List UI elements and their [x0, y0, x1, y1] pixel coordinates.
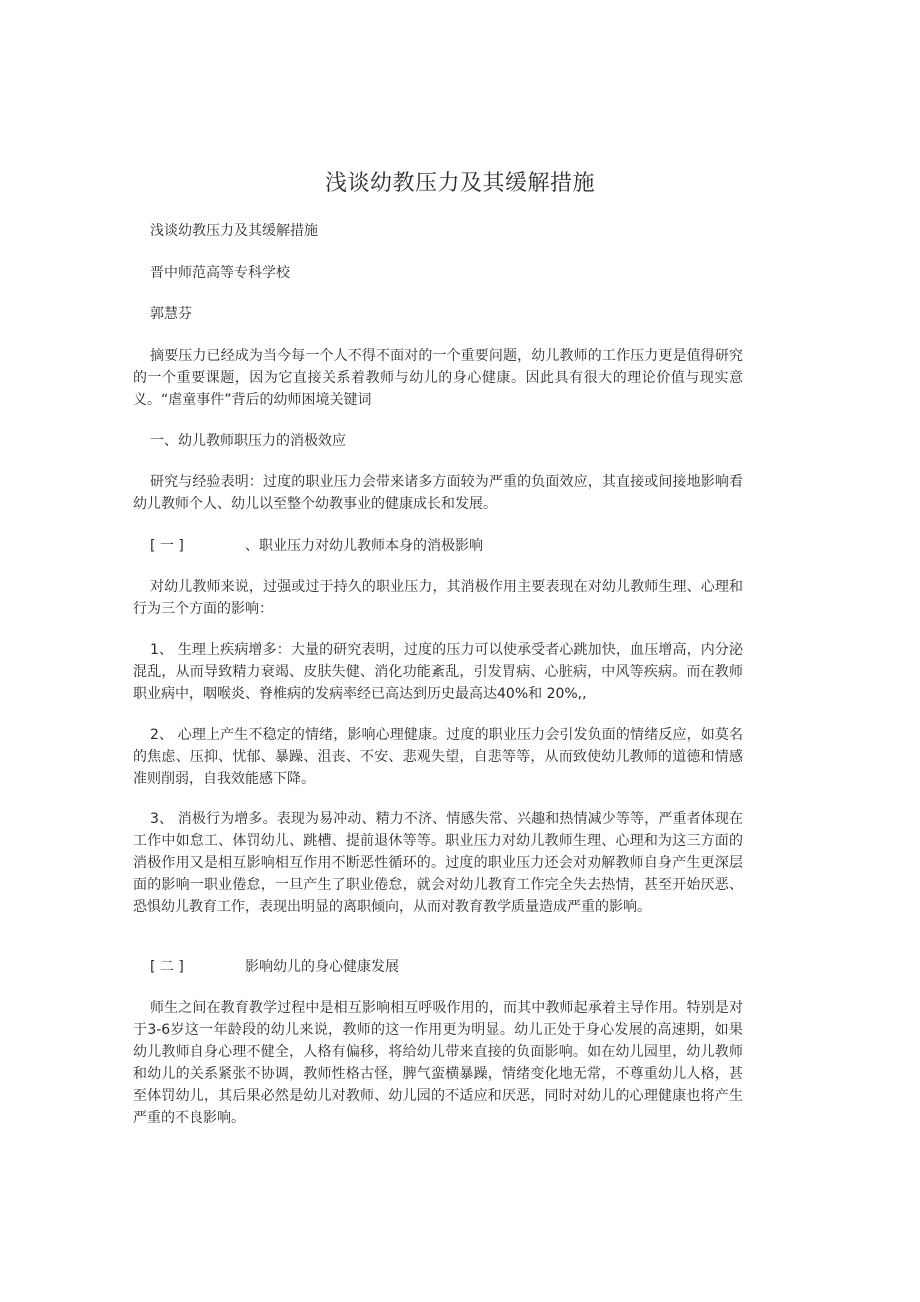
list-item-1: 1、 生理上疾病增多：大量的研究表明，过度的压力可以使承受者心跳加快，血压增高，内分泌混乱，从而导致精力衰竭、皮肤失健、消化功能紊乱，引发胃病、心脏病，中风等疾病。而在教师职业病中，咽喉炎、脊椎病的发病率经已高达到历史最高达40%和 20%,, — [133, 642, 743, 702]
subsection-2-body: 师生之间在教育教学过程中是相互影响相互呼吸作用的，而其中教师起承着主导作用。特别是对于3-6岁这一年龄段的幼儿来说，教师的这一作用更为明显。幼儿正处于身心发展的高速期，如果幼儿教师自身心理不健全，人格有偏移，将给幼儿带来直接的负面影响。如在幼儿园里，幼儿教师和幼儿的关系紧张不协调，教师性格古怪，脾气蛮横暴躁，情绪变化地无常，不尊重幼儿人格，甚至体罚幼儿，其后果必然是幼儿对教师、幼儿园的不适应和厌恶，同时对幼儿的心理健康也将产生严重的不良影响。 — [133, 1000, 743, 1126]
section-1-intro: 研究与经验表明：过度的职业压力会带来诸多方面较为严重的负面效应，其直接或间接地影响看幼儿教师个人、幼儿以至整个幼教事业的健康成长和发展。 — [133, 474, 743, 512]
subsection-2-heading — [150, 956, 399, 978]
subsection-1-title: 、职业压力对幼儿教师本身的消极影响 — [245, 538, 483, 554]
institution: 晋中师范高等专科学校 — [150, 265, 290, 281]
document-subtitle: 浅谈幼教压力及其缓解措施 — [150, 223, 318, 239]
document-title: 浅谈幼教压力及其缓解措施 — [324, 171, 595, 196]
subsection-2-title: 影响幼儿的身心健康发展 — [245, 959, 399, 975]
subsection-1-number: [ 一 ] — [150, 538, 184, 554]
subsection-1-heading — [150, 535, 483, 557]
author: 郭慧芬 — [150, 306, 192, 322]
list-item-2: 2、 心理上产生不稳定的情绪，影响心理健康。过度的职业压力会引发负面的情绪反应，如莫名的焦虑、压抑、忧郁、暴躁、沮丧、不安、悲观失望，自悲等等，从而致使幼儿教师的道德和情感准则削弱，自我效能感下降。 — [133, 727, 743, 787]
subsection-1-intro: 对幼儿教师来说，过强或过于持久的职业压力，其消极作用主要表现在对幼儿教师生理、心理和行为三个方面的影响： — [133, 579, 743, 617]
section-1-heading: 一、幼儿教师职压力的消极效应 — [150, 433, 346, 449]
list-item-3: 3、 消极行为增多。表现为易冲动、精力不济、情感失常、兴趣和热情减少等等，严重者体现在工作中如怠工、体罚幼儿、跳槽、提前退休等等。职业压力对幼儿教师生理、心理和为这三方面的消极作用又是相互影响相互作用不断恶性循环的。过度的职业压力还会对劝解教师自身产生更深层面的影响一职业倦怠，一旦产生了职业倦怠，就会对幼儿教育工作完全失去热情，甚至开始厌恶、恐惧幼儿教育工作，表现出明显的离职倾向，从而对教育教学质量造成严重的影响。 — [133, 811, 743, 915]
abstract-paragraph: 摘要压力已经成为当今每一个人不得不面对的一个重要问题，幼儿教师的工作压力更是值得研究的一个重要课题，因为它直接关系着教师与幼儿的身心健康。因此具有很大的理论价值与现实意义。“虐童事件”背后的幼师困境关键词 — [133, 348, 743, 408]
subsection-2-number: [ 二 ] — [150, 959, 184, 975]
